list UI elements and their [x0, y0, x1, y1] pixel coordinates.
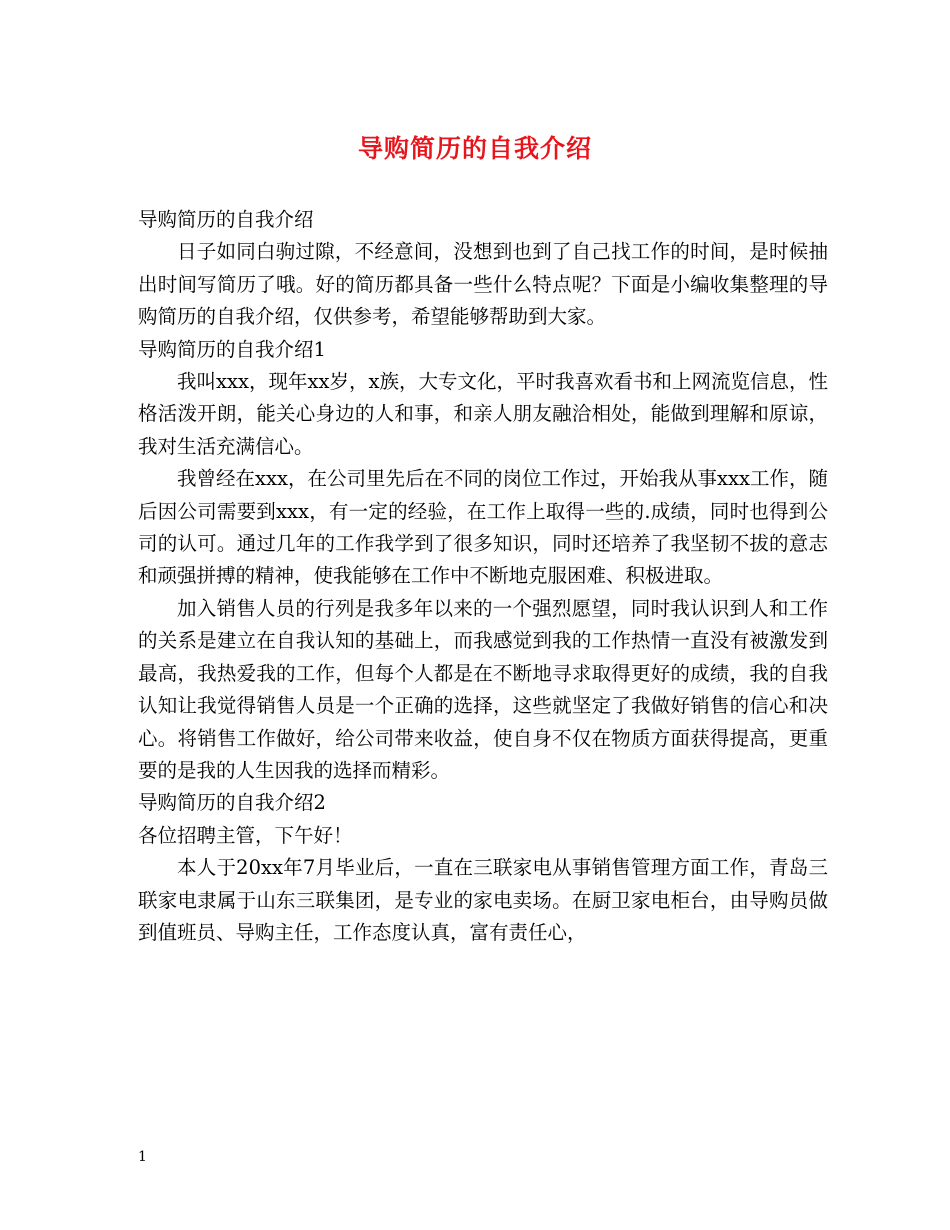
document-title: 导购简历的自我介绍 [357, 134, 592, 163]
intro-paragraph: 日子如同白驹过隙，不经意间，没想到也到了自己找工作的时间，是时候抽出时间写简历了哦。好的简历都具备一些什么特点呢？下面是小编收集整理的导购简历的自我介绍，仅供参考，希望能够帮助到大家。 [138, 240, 828, 329]
body-paragraph: 我曾经在xxx，在公司里先后在不同的岗位工作过，开始我从事xxx工作，随后因公司需要到xxx，有一定的经验，在工作上取得一些的.成绩，同时也得到公司的认可。通过几年的工作我学到了很多知识，同时还培养了我坚韧不拔的意志和顽强拼搏的精神，使我能够在工作中不断地克服困难、积极进取。 [138, 467, 828, 588]
greeting-paragraph: 各位招聘主管，下午好！ [138, 823, 353, 847]
section-heading: 导购简历的自我介绍2 [138, 791, 326, 815]
body-paragraph: 加入销售人员的行列是我多年以来的一个强烈愿望，同时我认识到人和工作的关系是建立在自我认知的基础上，而我感觉到我的工作热情一直没有被激发到最高，我热爱我的工作，但每个人都是在不断地寻求取得更好的成绩，我的自我认知让我觉得销售人员是一个正确的选择，这些就坚定了我做好销售的信心和决心。将销售工作做好，给公司带来收益，使自身不仅在物质方面获得提高，更重要的是我的人生因我的选择而精彩。 [138, 596, 828, 782]
page-number: 1 [138, 1149, 147, 1165]
body-paragraph: 本人于20xx年7月毕业后，一直在三联家电从事销售管理方面工作，青岛三联家电隶属于山东三联集团，是专业的家电卖场。在厨卫家电柜台，由导购员做到值班员、导购主任，工作态度认真，富有责任心， [138, 856, 828, 944]
document-body [138, 204, 828, 949]
section-heading: 导购简历的自我介绍 [138, 208, 314, 231]
section-heading: 导购简历的自我介绍1 [138, 337, 326, 361]
body-paragraph: 我叫xxx，现年xx岁，x族，大专文化，平时我喜欢看书和上网流览信息，性格活泼开朗，能关心身边的人和事，和亲人朋友融洽相处，能做到理解和原谅，我对生活充满信心。 [138, 370, 828, 458]
